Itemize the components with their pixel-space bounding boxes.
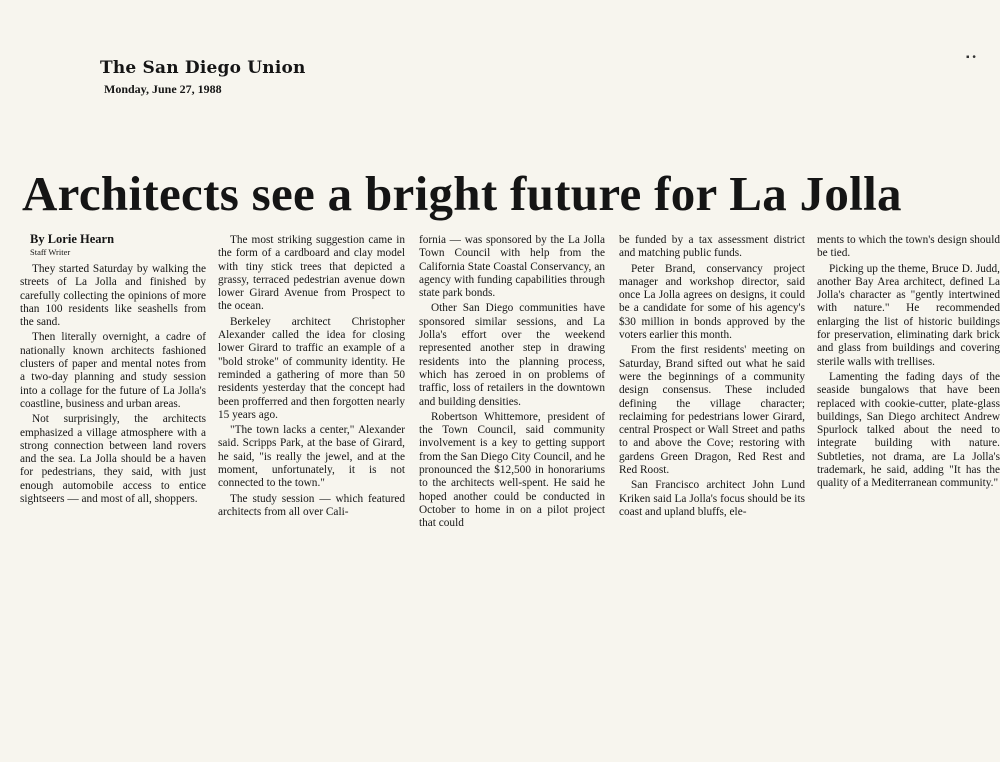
article-column-5 <box>817 234 1000 491</box>
paragraph: The study session — which featured architects from all over Cali- <box>218 492 405 518</box>
paragraph: fornia — was sponsored by the La Jolla Town Council with help from the California State Coastal Conservancy, an agency with funding capabilities through state park bonds. <box>419 234 605 300</box>
paragraph: Other San Diego communities have sponsored similar sessions, and La Jolla's effort over the weekend represented another step in drawing residents into the planning process, which has zeroed in on problems of traffic, loss of retailers in the downtown and building densities. <box>419 302 605 408</box>
masthead: The San Diego Union <box>100 58 306 78</box>
paragraph: be funded by a tax assessment district and matching public funds. <box>619 234 805 260</box>
article-column-1 <box>20 263 206 506</box>
paragraph: Then literally overnight, a cadre of nationally known architects fashioned clusters of paper and mental notes from a two-day planning and study session into a collage for the future of La Jolla's coastline, business and urban areas. <box>20 331 206 410</box>
headline: Architects see a bright future for La Jolla <box>22 166 902 221</box>
paragraph: Picking up the theme, Bruce D. Judd, another Bay Area architect, defined La Jolla's character as "gently intertwined with nature." He recommended enlarging the list of historic buildings for preservation, eliminating dark brick and glass from buildings and covering sterile walls with trellises. <box>817 262 1000 368</box>
article-column-4 <box>619 234 805 519</box>
paragraph: "The town lacks a center," Alexander said. Scripps Park, at the base of Girard, he said, "is really the jewel, and at the moment, unfortunately, it is not connected to the town." <box>218 424 405 490</box>
paragraph: Lamenting the fading days of the seaside bungalows that have been replaced with cookie-cutter, plate-glass buildings, San Diego architect Andrew Spurlock talked about the need to integrate building with nature. Subtleties, not drama, are La Jolla's trademark, he said, adding "It has the quality of a Mediterranean community." <box>817 370 1000 490</box>
paragraph: The most striking suggestion came in the form of a cardboard and clay model with tiny stick trees that depicted a grassy, terraced pedestrian avenue down lower Girard Avenue from Prospect to the ocean. <box>218 234 405 313</box>
paragraph: Berkeley architect Christopher Alexander called the idea for closing lower Girard to traffic an example of a "bold stroke" of community identity. He reminded a gathering of more than 50 residents yesterday that the concept had been profferred and then forgotten nearly 15 years ago. <box>218 315 405 421</box>
paragraph: ments to which the town's design should be tied. <box>817 234 1000 260</box>
article-column-2 <box>218 234 405 519</box>
paragraph: Robertson Whittemore, president of the Town Council, said community involvement is a key to getting support from the San Diego City Council, and he pronounced the $12,500 in honorariums to the architects well-spent. He said he hoped another could be conducted in October to home in on a pilot project that could <box>419 410 605 530</box>
paragraph: San Francisco architect John Lund Kriken said La Jolla's focus should be its coast and upland bluffs, ele- <box>619 479 805 518</box>
scan-marks: ▪ • <box>966 52 976 63</box>
paragraph: Not surprisingly, the architects emphasized a village atmosphere with a strong connection between land rovers and the sea. La Jolla should be a haven for pedestrians, they said, with just enough automobile access to entice sightseers — and most of all, shoppers. <box>20 413 206 506</box>
byline <box>30 233 114 259</box>
byline-author: By Lorie Hearn <box>30 232 115 246</box>
byline-role: Staff Writer <box>30 247 71 257</box>
paragraph: From the first residents' meeting on Saturday, Brand sifted out what he said were the beginnings of a community design consensus. These included defining the village character; reclaiming for pedestrians lower Girard, central Prospect or Wall Street and paths to and above the Cove; restoring with gardens Green Dragon, Red Rest and Red Roost. <box>619 344 805 477</box>
paragraph: They started Saturday by walking the streets of La Jolla and finished by carefully collecting the opinions of more than 100 residents like seashells from the sand. <box>20 263 206 329</box>
paragraph: Peter Brand, conservancy project manager and workshop director, said once La Jolla agrees on designs, it could be a candidate for some of his agency's $30 million in bonds approved by the voters earlier this month. <box>619 262 805 342</box>
dateline: Monday, June 27, 1988 <box>104 82 222 96</box>
article-column-3 <box>419 234 605 531</box>
